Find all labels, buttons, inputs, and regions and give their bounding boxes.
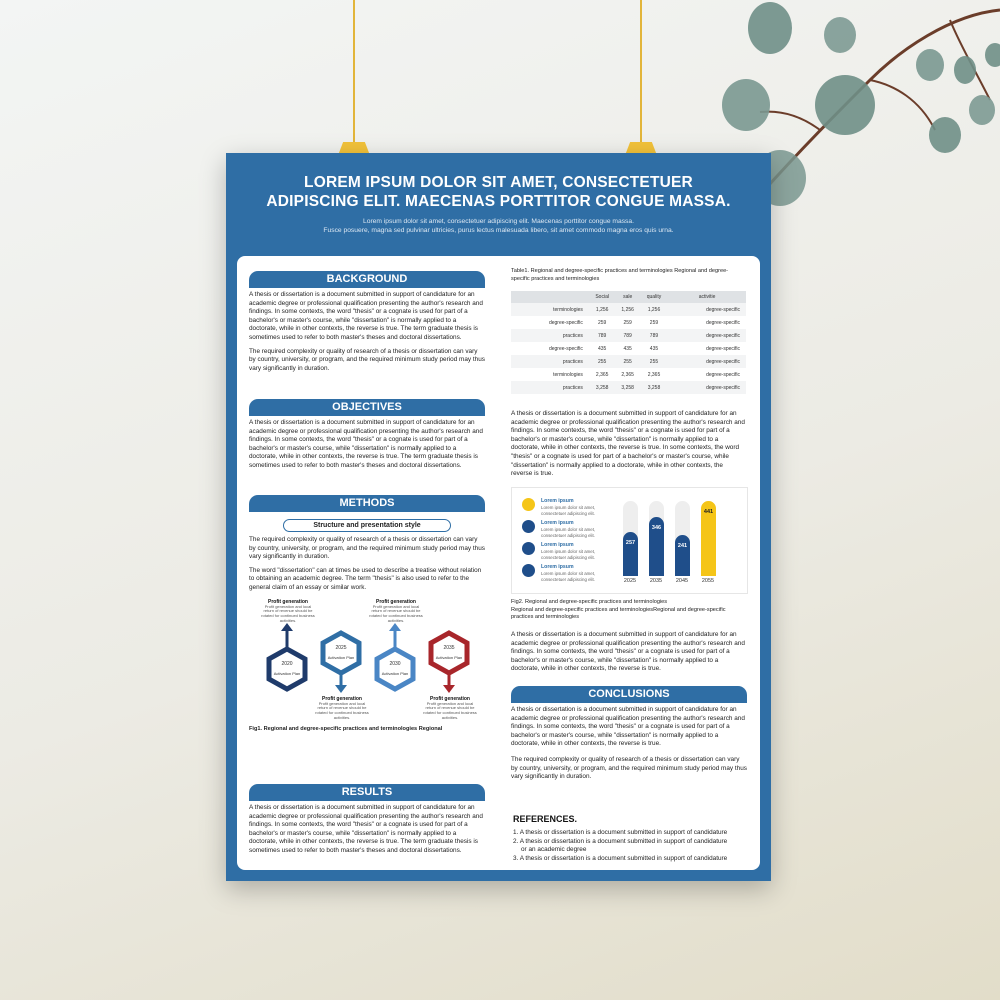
hex-3-label: Activation Plan	[381, 670, 409, 676]
objectives-section	[249, 399, 485, 471]
table-header: quality	[640, 291, 668, 303]
table-cell: 1,256	[615, 303, 639, 316]
legend-title: Lorem ipsum	[541, 542, 574, 548]
methods-body	[249, 536, 485, 593]
data-table	[511, 291, 746, 394]
hex-4-text	[429, 645, 469, 660]
table-cell: 435	[649, 345, 659, 352]
results-section	[249, 784, 485, 856]
table-cell: practices	[511, 355, 589, 368]
table-cell: 2,365	[647, 371, 661, 378]
note-4-desc: Profit generation and local return of revenue should be rotated for continued business activities.	[423, 700, 477, 720]
methods-section	[249, 495, 485, 733]
subtitle-line-2: Fusce posuere, magna sed pulvinar ultricies, purus lectus malesuada libero, sit amet commodo magna eros quis urna.	[323, 227, 674, 234]
table-cell: 789	[589, 329, 616, 342]
left-column	[249, 271, 485, 854]
table-header: activitie	[668, 291, 746, 303]
background-p2: The required complexity or quality of research of a thesis or dissertation can vary by country, university, or program, and the required minimum study period may thus vary significantly in duration.	[249, 347, 485, 372]
table-cell: 259	[597, 319, 607, 326]
table-cell: 255	[615, 355, 639, 368]
table-cell: degree-specific	[548, 319, 583, 326]
conclusions-heading: CONCLUSIONS	[511, 686, 747, 703]
table-row	[511, 342, 746, 355]
table-row	[511, 303, 746, 316]
methods-heading: METHODS	[249, 495, 485, 512]
results-heading: RESULTS	[249, 784, 485, 801]
table-row	[511, 368, 746, 381]
table-row	[511, 381, 746, 394]
table-cell: 435	[597, 345, 607, 352]
background-heading: BACKGROUND	[249, 271, 485, 288]
legend-dot-icon	[522, 520, 535, 533]
table-cell: terminologies	[553, 371, 583, 378]
fig1-caption: Fig1. Regional and degree-specific practices and terminologies Regional	[249, 725, 443, 732]
hex-2-year: 2025	[335, 644, 347, 651]
table-cell: 3,258	[589, 381, 616, 394]
legend-dot-icon	[522, 564, 535, 577]
table-cell: degree-specific	[548, 345, 583, 352]
objectives-body: A thesis or dissertation is a document submitted in support of candidature for an academic degree or professional qualification presenting the author's research and findings. In some contexts, the word "thesis" or a cognate is used for part of a bachelor's or master's course, while "dissertation" is normally applied to a doctorate, while in other contexts, the reverse is true. The term graduate thesis is sometimes used to refer to both master's theses and doctoral dissertations.	[249, 419, 483, 469]
bar-track	[675, 501, 690, 576]
table-cell: 255	[640, 355, 668, 368]
poster-subtitle	[226, 217, 771, 235]
bar	[623, 532, 638, 576]
table-cell: 435	[623, 345, 632, 352]
table-cell: degree-specific	[706, 345, 740, 352]
legend-desc: Lorem ipsum dolor sit amet, consectetuer adipiscing elit.	[541, 549, 596, 560]
hex-2-text	[321, 645, 361, 660]
table-cell: 2,365	[621, 371, 634, 378]
methods-p2: The word "dissertation" can at times be used to describe a treatise without relation to obtaining an academic degree. The term "thesis" is also used to refer to the general claim of an essay or similar work.	[249, 566, 482, 591]
content-panel	[237, 256, 760, 870]
reference-item: 1. A thesis or dissertation is a document submitted in support of candidature	[513, 829, 728, 836]
hex-2-label: Activation Plan	[327, 654, 355, 660]
right-text-2: A thesis or dissertation is a document submitted in support of candidature for an academic degree or professional qualification presenting the author's research and findings. In some contexts, the word "thesis" or a cognate is used for part of a bachelor's or master's course, while "dissertation" is normally applied to a doctorate, while in other contexts, the reverse is true.	[511, 631, 745, 673]
note-3-desc: Profit generation and local return of revenue should be rotated for continued business activities.	[369, 603, 423, 623]
bar-category-label: 2055	[701, 578, 715, 584]
table-cell: degree-specific	[706, 319, 740, 326]
table-cell: 3,258	[640, 381, 668, 394]
table-header	[511, 291, 589, 303]
title-line-2: ADIPISCING ELIT. MAECENAS PORTTITOR CONGUE MASSA.	[266, 193, 731, 210]
bar-track	[649, 501, 664, 576]
poster	[226, 153, 771, 881]
bar-value-label: 346	[651, 525, 662, 531]
table-cell: practices	[511, 329, 589, 342]
bar-track	[623, 501, 638, 576]
bar-category-label: 2025	[623, 578, 637, 584]
bar-category-label: 2035	[649, 578, 663, 584]
table-cell: 3,258	[615, 381, 639, 394]
hex-1-label: Activation Plan	[273, 670, 301, 676]
note-1-title: Profit generation	[267, 598, 308, 605]
table-cell: degree-specific	[668, 381, 746, 394]
note-3-title: Profit generation	[375, 598, 416, 605]
table-cell: terminologies	[511, 303, 589, 316]
fig2-caption-line2: Regional and degree-specific practices and terminologiesRegional and degree-specific practices and terminologies	[511, 606, 726, 620]
table-cell: degree-specific	[706, 371, 740, 378]
subtitle-line-1: Lorem ipsum dolor sit amet, consectetuer adipiscing elit. Maecenas porttitor congue massa.	[363, 218, 634, 225]
table-cell: degree-specific	[668, 303, 746, 316]
title-line-1: LOREM IPSUM DOLOR SIT AMET, CONSECTETUER	[304, 174, 693, 191]
note-2	[313, 696, 371, 721]
reference-item: or an academic degree	[521, 846, 587, 854]
objectives-heading: OBJECTIVES	[249, 399, 485, 416]
hex-1-year: 2020	[281, 660, 293, 667]
legend-dot-icon	[522, 498, 535, 511]
note-1	[259, 599, 317, 624]
table-cell: degree-specific	[668, 355, 746, 368]
hex-3-year: 2030	[389, 660, 401, 667]
references-heading: REFERENCES.	[513, 814, 578, 824]
hex-4-year: 2035	[443, 644, 455, 651]
fig2-caption	[511, 599, 746, 622]
legend-title: Lorem ipsum	[541, 498, 574, 504]
legend-title: Lorem ipsum	[541, 564, 574, 570]
note-4	[421, 696, 479, 721]
background-body	[249, 291, 485, 373]
bar-value-label: 441	[703, 509, 714, 515]
table-cell: 789	[615, 329, 639, 342]
hex-3-text	[375, 661, 415, 676]
reference-item: 3. A thesis or dissertation is a document submitted in support of candidature	[513, 854, 728, 862]
legend-dot-icon	[522, 542, 535, 555]
legend-desc: Lorem ipsum dolor sit amet, consectetuer adipiscing elit.	[541, 505, 596, 516]
background-p1: A thesis or dissertation is a document submitted in support of candidature for an academic degree or professional qualification presenting the author's research and findings. In some contexts, the word "thesis" or a cognate is used for part of a bachelor's or master's course, while "dissertation" is normally applied to a doctorate, while in other contexts, the reverse is true. The term graduate thesis is sometimes used to refer to both master's theses and doctoral dissertations.	[249, 291, 483, 341]
legend-desc: Lorem ipsum dolor sit amet, consectetuer adipiscing elit.	[541, 527, 596, 538]
table-cell: 2,365	[595, 371, 609, 378]
note-2-desc: Profit generation and local return of revenue should be rotated for continued business activities.	[315, 700, 369, 720]
poster-title	[226, 173, 771, 211]
legend-title: Lorem ipsum	[541, 520, 574, 526]
references-list	[513, 829, 748, 863]
hex-1	[269, 623, 305, 689]
table-cell: 259	[623, 319, 632, 326]
note-2-title: Profit generation	[321, 695, 362, 702]
table-header-row	[511, 291, 746, 303]
table-cell: 1,256	[589, 303, 616, 316]
bar	[675, 535, 690, 576]
right-column	[511, 268, 748, 862]
table-caption: Table1. Regional and degree-specific practices and terminologies Regional and degree-specific practices and terminologies	[511, 268, 729, 282]
right-text-1: A thesis or dissertation is a document submitted in support of candidature for an academic degree or professional qualification presenting the author's research and findings. In some contexts, the word "thesis" or a cognate is used for part of a bachelor's or master's course, while "dissertation" is normally applied to a doctorate, while in other contexts, the reverse is true. In some contexts, the word "thesis" or a cognate is used for part of a bachelor's or master's course, while "dissertation" is normally applied to a doctorate, while in other contexts, the reverse is true.	[511, 410, 745, 478]
hex-4	[431, 633, 467, 693]
reference-item: 2. A thesis or dissertation is a document submitted in support of candidature	[513, 837, 728, 845]
table-cell: 789	[640, 329, 668, 342]
table-cell: 259	[649, 319, 659, 326]
table-header: Social	[589, 291, 616, 303]
hex-4-label: Activation Plan	[435, 654, 463, 660]
legend-desc: Lorem ipsum dolor sit amet, consectetuer adipiscing elit.	[541, 571, 596, 582]
table-cell: 255	[589, 355, 616, 368]
table-cell: practices	[511, 381, 589, 394]
note-1-desc: Profit generation and local return of revenue should be rotated for continued business activities.	[261, 603, 315, 623]
hex-1-text	[267, 661, 307, 676]
table-body	[511, 303, 746, 394]
process-diagram	[249, 599, 485, 724]
conclusions-p1: A thesis or dissertation is a document submitted in support of candidature for an academic degree or professional qualification presenting the author's research and findings. In some contexts, the word "thesis" or a cognate is used for part of a bachelor's or master's course, while "dissertation" is normally applied to a doctorate, while in other contexts, the reverse is true.	[511, 706, 745, 748]
conclusions-p2: The required complexity or quality of research of a thesis or dissertation can vary by country, university, or program, and the required minimum study period may thus vary significantly in duration.	[511, 755, 747, 781]
hanging-string-left	[353, 0, 355, 145]
bar-category-label: 2045	[675, 578, 689, 584]
table-row	[511, 329, 746, 342]
conclusions-body	[511, 706, 747, 782]
note-3	[367, 599, 425, 624]
conclusions-section	[511, 686, 747, 782]
hex-3	[377, 623, 413, 689]
bar-value-label: 241	[677, 543, 688, 549]
methods-pill: Structure and presentation style	[283, 519, 451, 532]
table-row	[511, 316, 746, 329]
fig2-caption-line1: Fig2. Regional and degree-specific practices and terminologies	[511, 599, 668, 605]
bar-value-label: 257	[625, 540, 636, 546]
hanging-string-right	[640, 0, 642, 145]
table-cell: degree-specific	[668, 329, 746, 342]
note-4-title: Profit generation	[429, 695, 470, 702]
methods-p1: The required complexity or quality of research of a thesis or dissertation can vary by country, university, or program, and the required minimum study period may thus vary significantly in duration.	[249, 536, 485, 561]
table-row	[511, 355, 746, 368]
results-body: A thesis or dissertation is a document submitted in support of candidature for an academic degree or professional qualification presenting the author's research and findings. In some contexts, the word "thesis" or a cognate is used for part of a bachelor's or master's course, while "dissertation" is normally applied to a doctorate, while in other contexts, the reverse is true. The term graduate thesis is sometimes used to refer to both master's theses and doctoral dissertations.	[249, 804, 483, 854]
table-cell: 1,256	[640, 303, 668, 316]
background-section	[249, 271, 485, 373]
bar-chart	[511, 487, 748, 594]
references-section	[513, 814, 748, 863]
hex-2	[323, 633, 359, 693]
table-header: sale	[615, 291, 639, 303]
bar-track	[701, 501, 716, 576]
